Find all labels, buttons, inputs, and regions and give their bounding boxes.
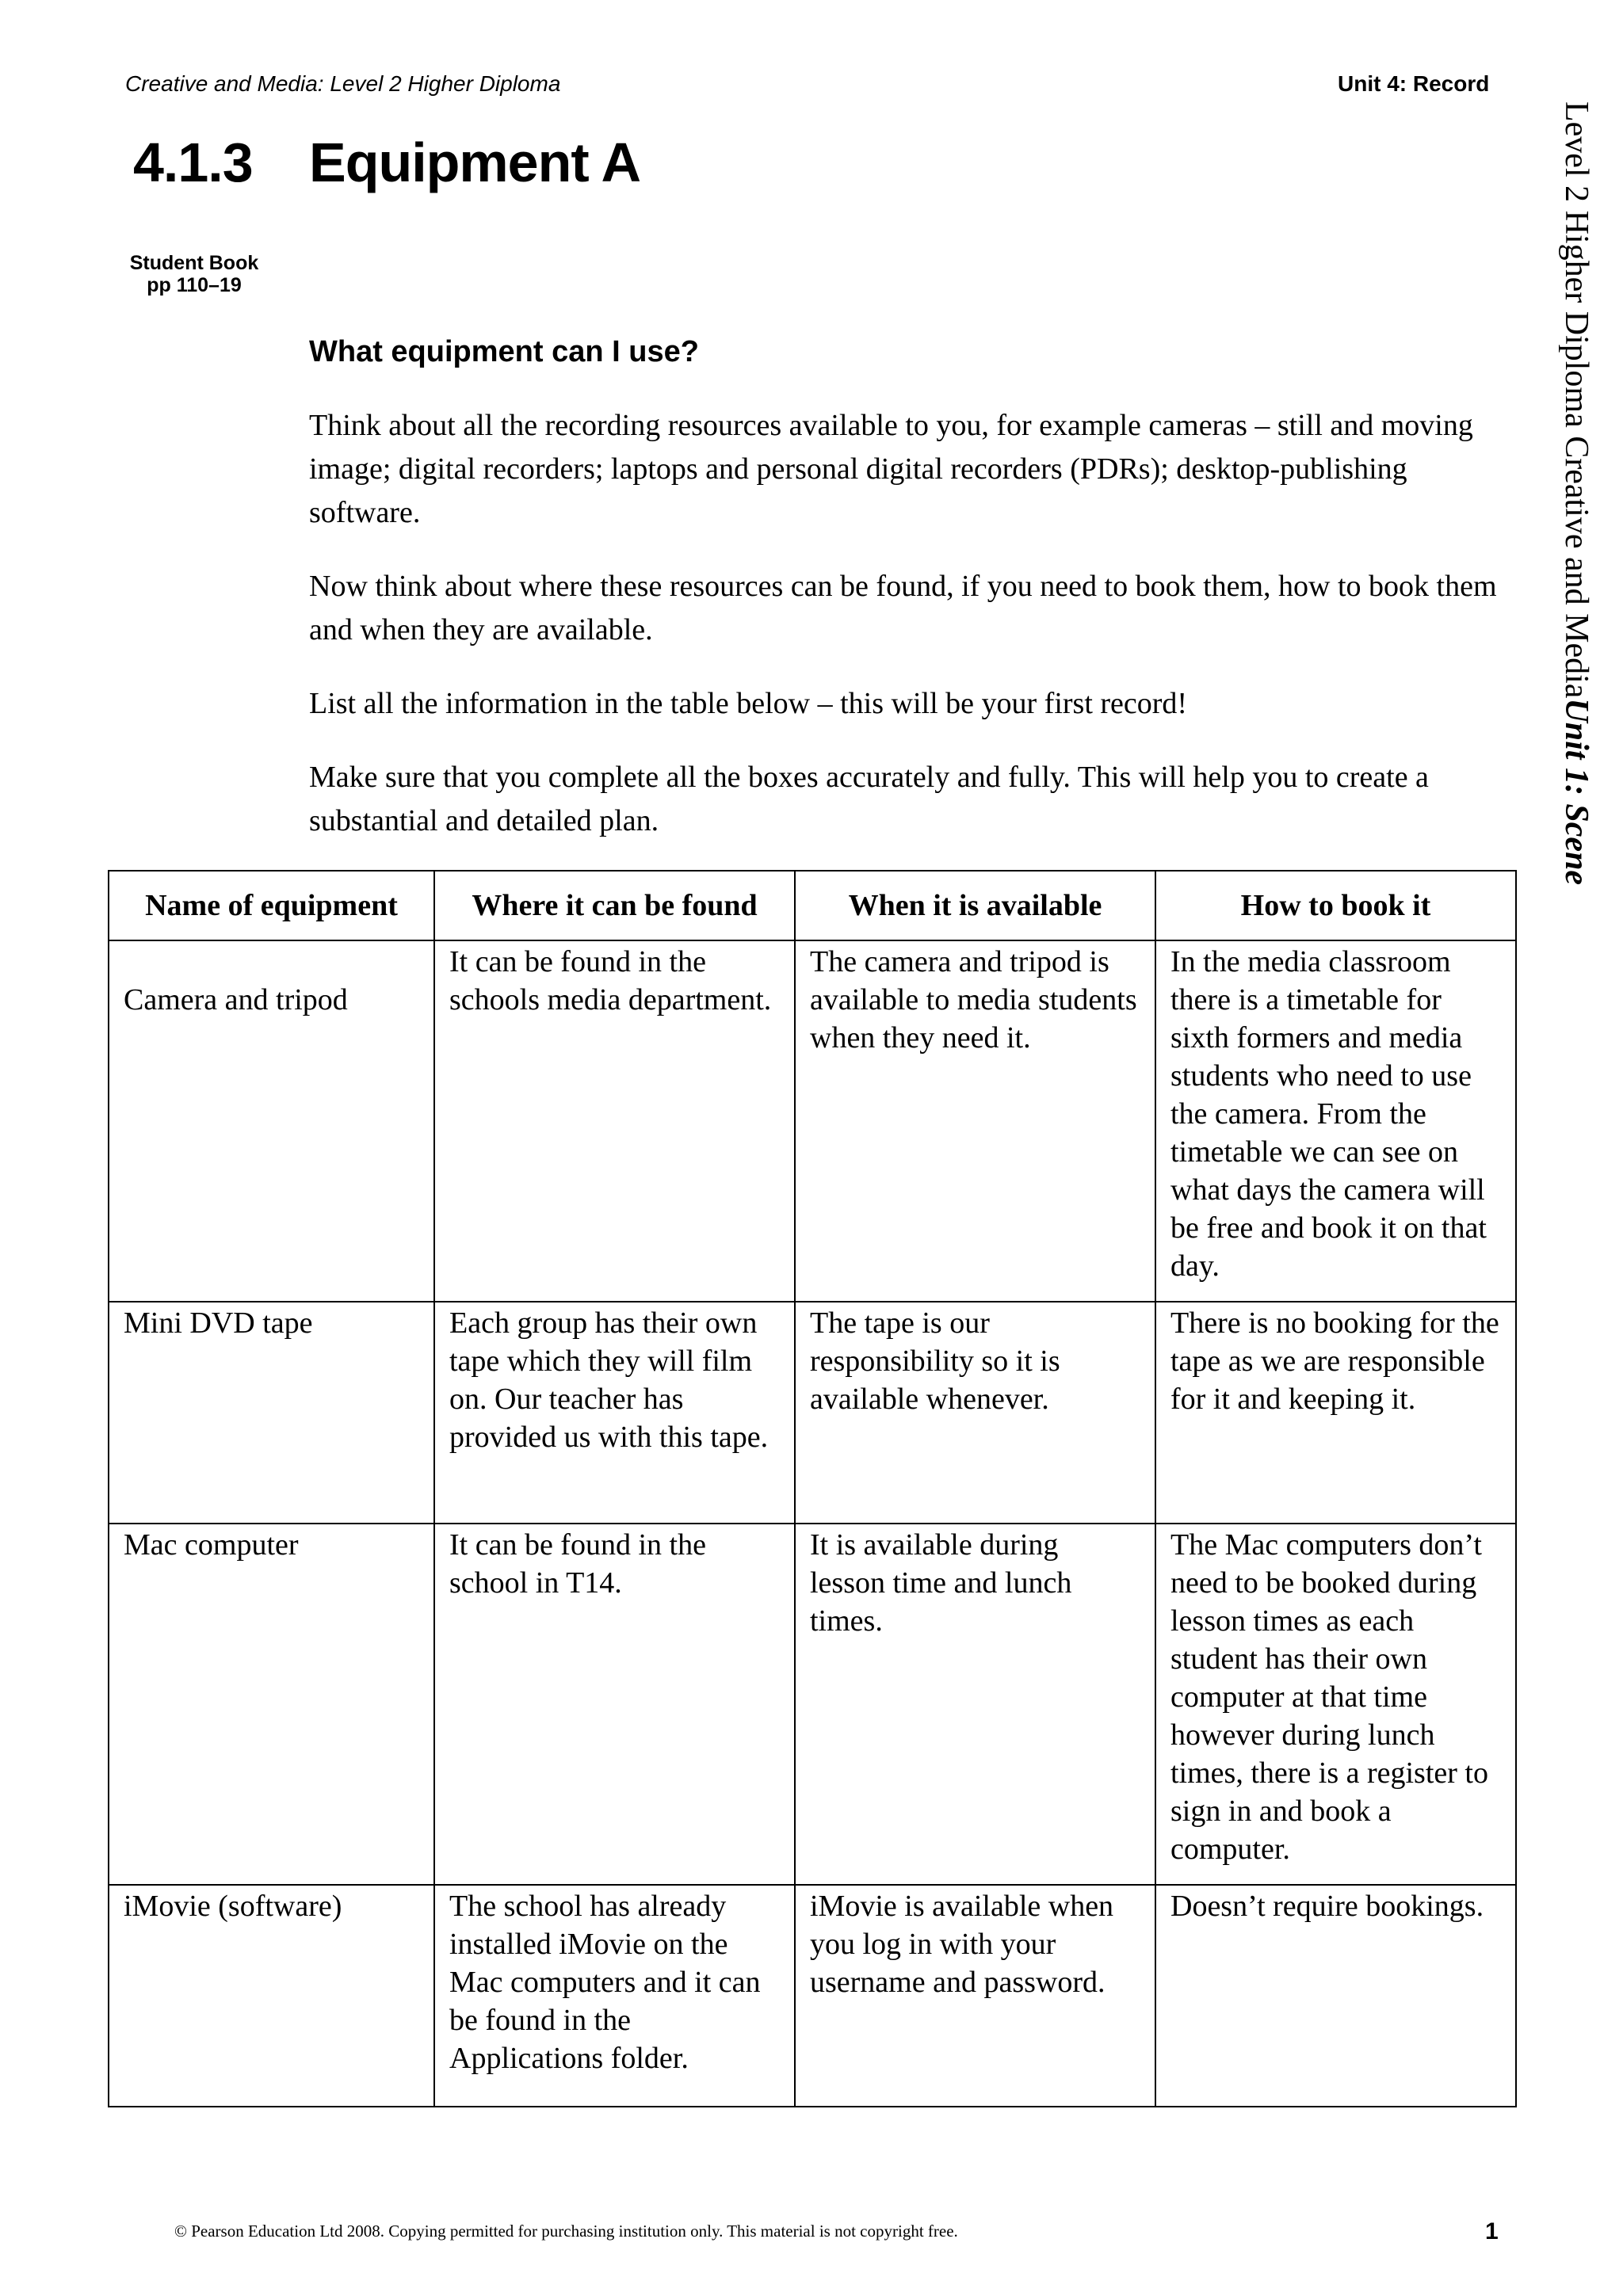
cell-availability: The tape is our responsibility so it is available whenever. — [795, 1302, 1155, 1524]
column-header-name: Name of equipment — [109, 871, 434, 940]
student-book-reference — [119, 252, 269, 296]
cell-location: Each group has their own tape which they will film on. Our teacher has provided us with this tape. — [434, 1302, 795, 1524]
page-number: 1 — [1485, 2218, 1499, 2245]
cell-location: It can be found in the school in T14. — [434, 1524, 795, 1885]
cell-booking: In the media classroom there is a timetable for sixth formers and media students who need to use the camera. From the timetable we can see on what days the camera will be free and book it on that day. — [1155, 940, 1516, 1302]
table-row — [109, 940, 1516, 1302]
cell-equipment-name: Mini DVD tape — [109, 1302, 434, 1524]
equipment-table — [108, 870, 1517, 2107]
cell-booking: There is no booking for the tape as we are responsible for it and keeping it. — [1155, 1302, 1516, 1524]
table-row — [109, 1302, 1516, 1524]
column-header-where: Where it can be found — [434, 871, 795, 940]
intro-text — [309, 404, 1498, 873]
intro-paragraph: Now think about where these resources can be found, if you need to book them, how to book them and when they are available. — [309, 570, 1497, 646]
table-row — [109, 1524, 1516, 1885]
intro-paragraph: List all the information in the table below – this will be your first record! — [309, 687, 1188, 720]
cell-equipment-name: Mac computer — [109, 1524, 434, 1885]
side-text-diploma: Level 2 Higher Diploma Creative and Media — [1558, 101, 1594, 699]
intro-paragraph: Think about all the recording resources available to you, for example cameras – still and moving image; digital recorders; laptops and personal digital recorders (PDRs); desktop-publishing software. — [309, 409, 1473, 529]
table-row — [109, 1885, 1516, 2107]
section-number: 4.1.3 — [133, 132, 253, 193]
side-running-text — [1557, 101, 1595, 885]
section-heading — [133, 131, 640, 194]
column-header-when: When it is available — [795, 871, 1155, 940]
table-header-row — [109, 871, 1516, 940]
cell-availability: iMovie is available when you log in with your username and password. — [795, 1885, 1155, 2107]
copyright-footer: © Pearson Education Ltd 2008. Copying permitted for purchasing institution only. This material is not copyright free. — [174, 2222, 958, 2241]
cell-availability: It is available during lesson time and lunch times. — [795, 1524, 1155, 1885]
cell-availability: The camera and tripod is available to media students when they need it. — [795, 940, 1155, 1302]
section-title: Equipment A — [309, 132, 641, 193]
running-header-unit: Unit 4: Record — [1338, 71, 1490, 96]
student-book-label: Student Book — [129, 252, 259, 274]
cell-equipment-name: Camera and tripod — [109, 940, 434, 1302]
student-book-pages: pp 110–19 — [147, 274, 242, 296]
column-header-how: How to book it — [1155, 871, 1516, 940]
cell-location: It can be found in the schools media department. — [434, 940, 795, 1302]
running-header-title: Creative and Media: Level 2 Higher Diploma — [125, 71, 561, 96]
question-heading: What equipment can I use? — [309, 335, 699, 368]
cell-booking: Doesn’t require bookings. — [1155, 1885, 1516, 2107]
side-text-unit: Unit 1: Scene — [1558, 698, 1594, 886]
cell-location: The school has already installed iMovie on the Mac computers and it can be found in the Applications folder. — [434, 1885, 795, 2107]
intro-paragraph: Make sure that you complete all the boxes accurately and fully. This will help you to create a substantial and detailed plan. — [309, 761, 1429, 837]
cell-booking: The Mac computers don’t need to be booked during lesson times as each student has their own computer at that time however during lunch times, there is a register to sign in and book a computer. — [1155, 1524, 1516, 1885]
cell-equipment-name: iMovie (software) — [109, 1885, 434, 2107]
